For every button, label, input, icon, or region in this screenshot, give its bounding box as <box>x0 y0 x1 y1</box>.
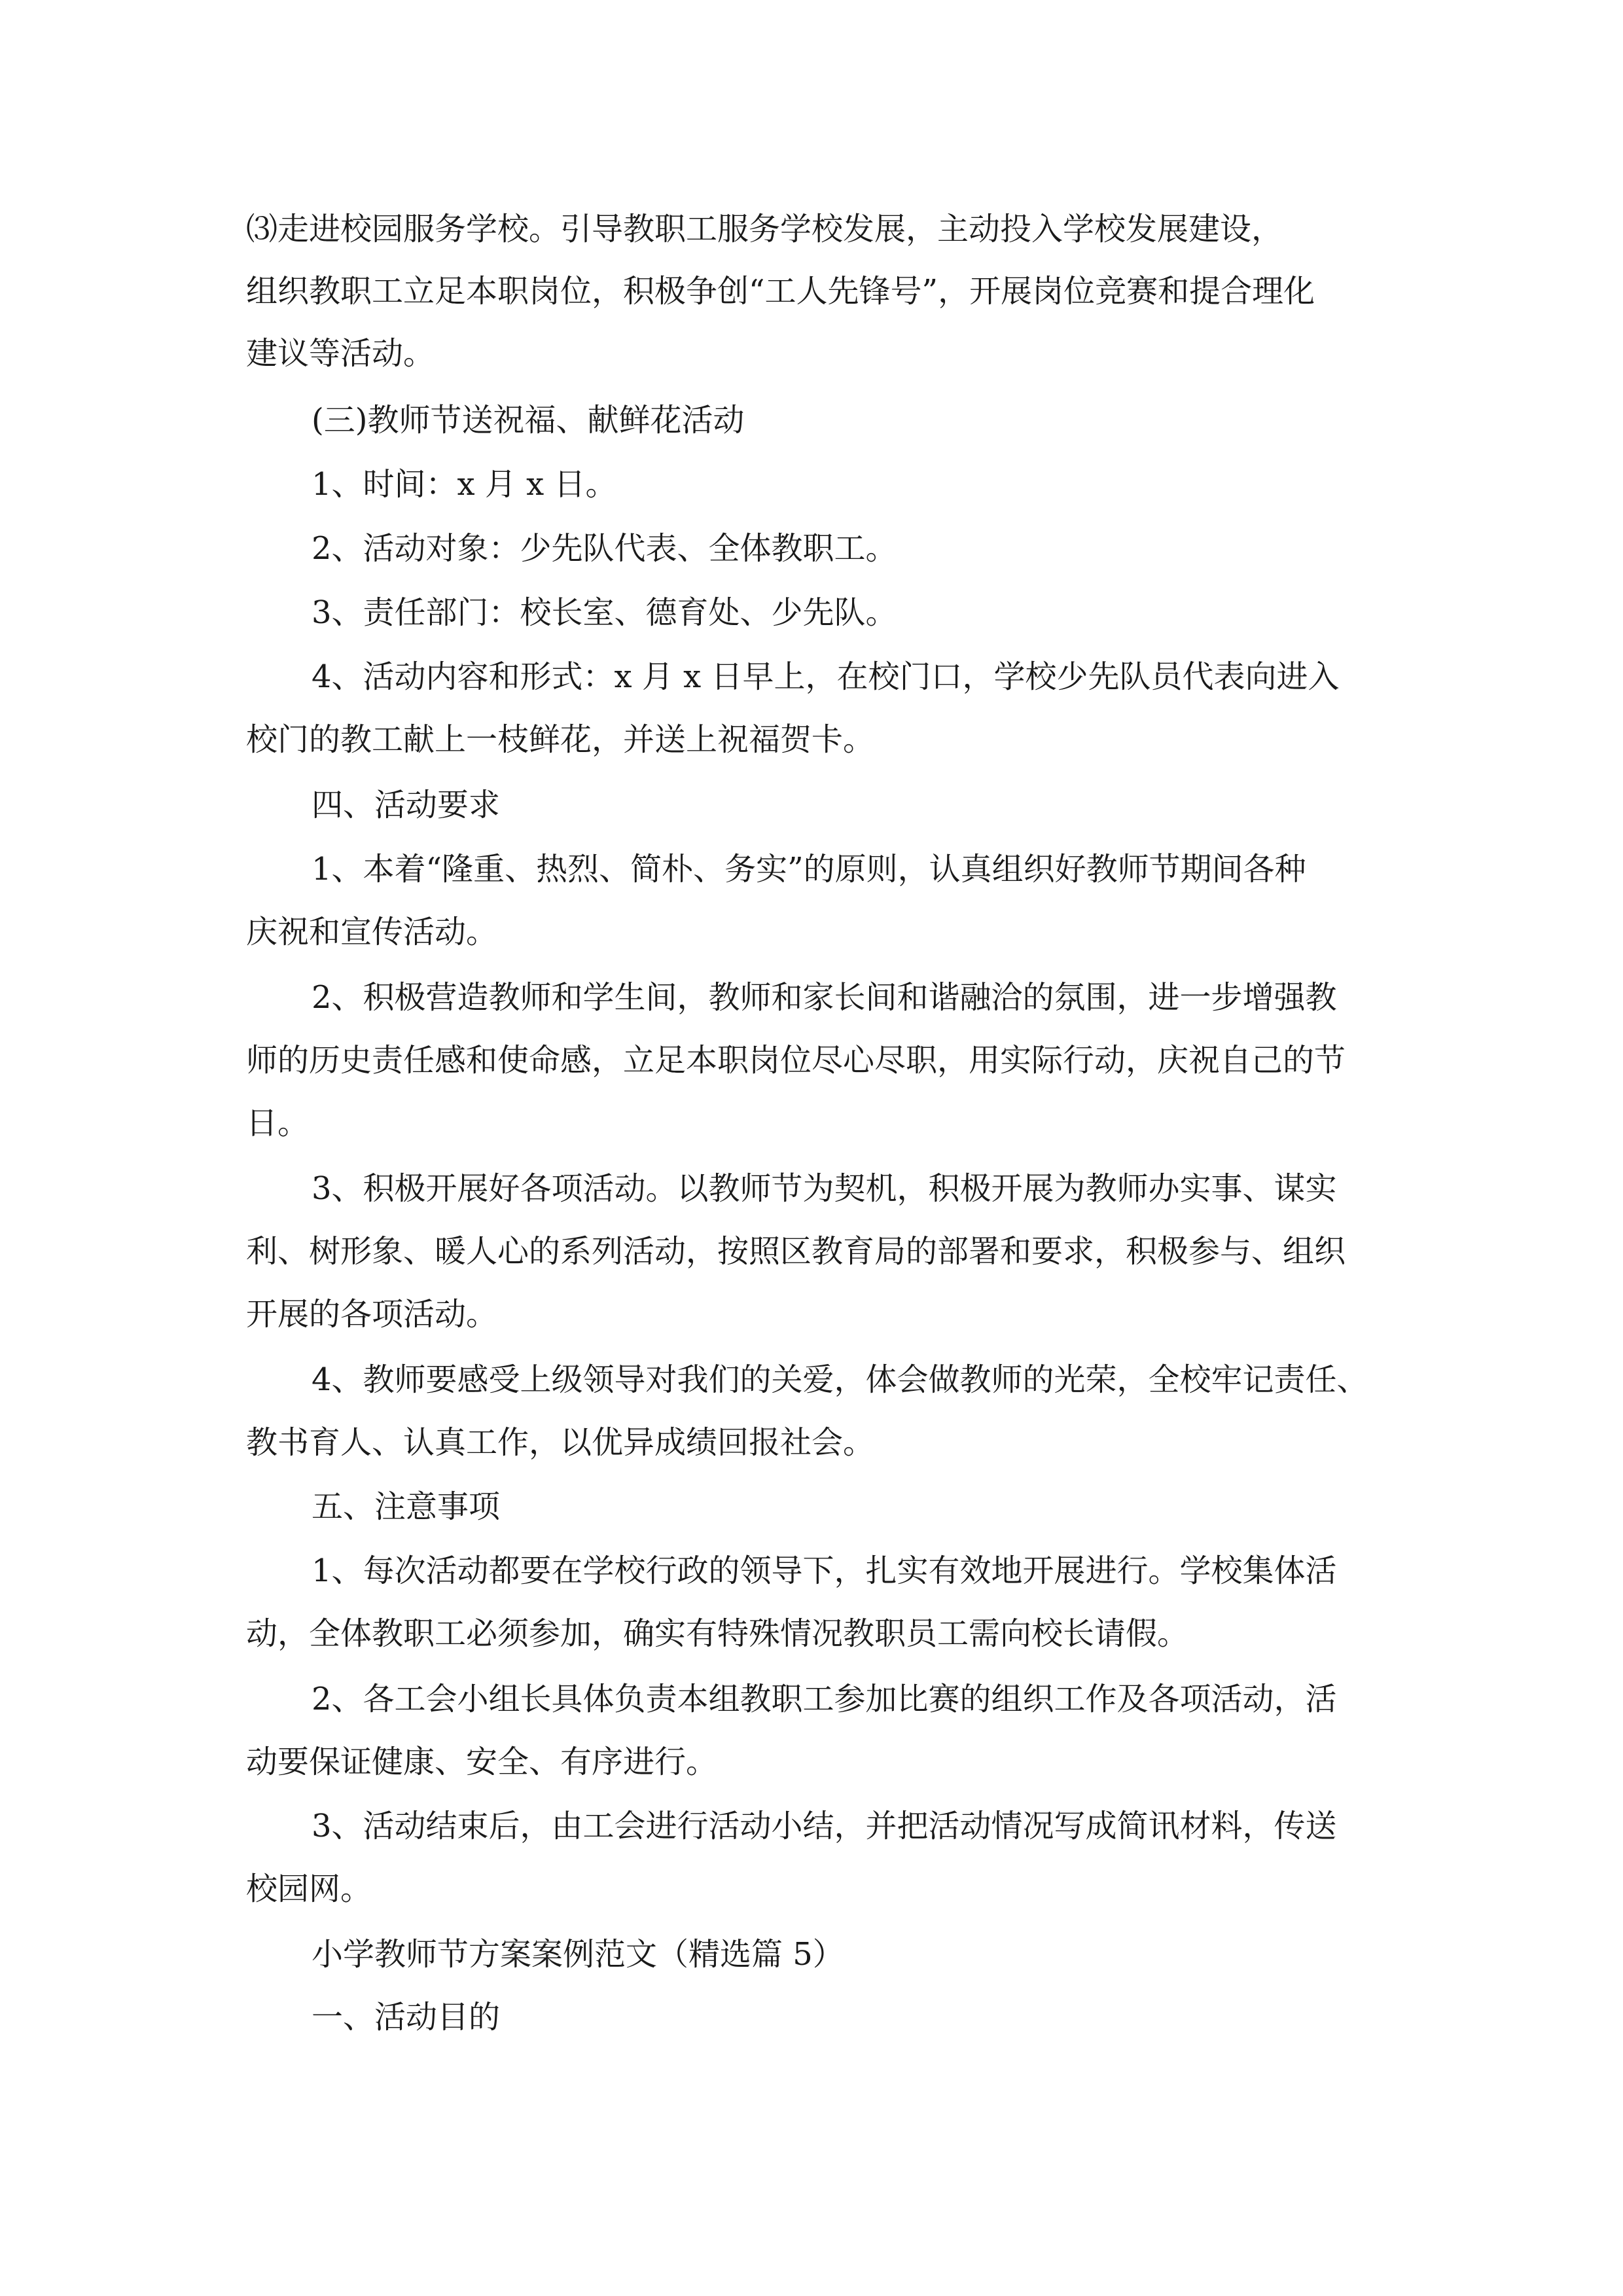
text-line: 4、活动内容和形式：x 月 x 日早上，在校门口，学校少先队员代表向进入 <box>312 658 1340 695</box>
text-line: 1、时间：x 月 x 日。 <box>312 466 617 503</box>
text-line: 4、教师要感受上级领导对我们的关爱，体会做教师的光荣，全校牢记责任、 <box>312 1361 1368 1398</box>
text-line: 2、积极营造教师和学生间，教师和家长间和谐融洽的氛围，进一步增强教 <box>312 979 1337 1016</box>
text-line: 动，全体教职工必须参加，确实有特殊情况教职员工需向校长请假。 <box>246 1615 1189 1652</box>
text-line: 2、各工会小组长具体负责本组教职工参加比赛的组织工作及各项活动，活 <box>312 1681 1337 1717</box>
text-line: 校门的教工献上一枝鲜花，并送上祝福贺卡。 <box>246 721 875 758</box>
text-line: 1、本着“隆重、热烈、简朴、务实”的原则，认真组织好教师节期间各种 <box>312 851 1306 888</box>
text-line: 利、树形象、暖人心的系列活动，按照区教育局的部署和要求，积极参与、组织 <box>246 1233 1346 1270</box>
text-line: 1、每次活动都要在学校行政的领导下，扎实有效地开展进行。学校集体活 <box>312 1552 1337 1589</box>
section-heading: 一、活动目的 <box>312 1999 501 2036</box>
section-heading: 四、活动要求 <box>312 787 501 823</box>
text-line: 3、责任部门：校长室、德育处、少先队。 <box>312 594 897 631</box>
text-line: 师的历史责任感和使命感，立足本职岗位尽心尽职，用实际行动，庆祝自己的节 <box>246 1042 1346 1079</box>
text-line: 日。 <box>246 1105 310 1141</box>
text-line: 动要保证健康、安全、有序进行。 <box>246 1744 718 1780</box>
text-line: 庆祝和宣传活动。 <box>246 914 498 950</box>
section-heading: (三)教师节送祝福、献鲜花活动 <box>312 402 745 439</box>
text-line: 教书育人、认真工作，以优异成绩回报社会。 <box>246 1424 875 1461</box>
text-line: 组织教职工立足本职岗位，积极争创“工人先锋号”，开展岗位竞赛和提合理化 <box>246 273 1315 310</box>
text-line: 校园网。 <box>246 1871 372 1907</box>
text-line: 2、活动对象：少先队代表、全体教职工。 <box>312 530 897 567</box>
text-line: ⑶走进校园服务学校。引导教职工服务学校发展，主动投入学校发展建设， <box>246 211 1283 247</box>
text-line: 3、活动结束后，由工会进行活动小结，并把活动情况写成简讯材料，传送 <box>312 1808 1337 1844</box>
text-line: 建议等活动。 <box>246 335 435 372</box>
text-line: 3、积极开展好各项活动。以教师节为契机，积极开展为教师办实事、谋实 <box>312 1170 1337 1207</box>
section-heading: 五、注意事项 <box>312 1488 501 1525</box>
section-heading: 小学教师节方案案例范文（精选篇 5） <box>312 1936 844 1973</box>
text-line: 开展的各项活动。 <box>246 1296 498 1333</box>
